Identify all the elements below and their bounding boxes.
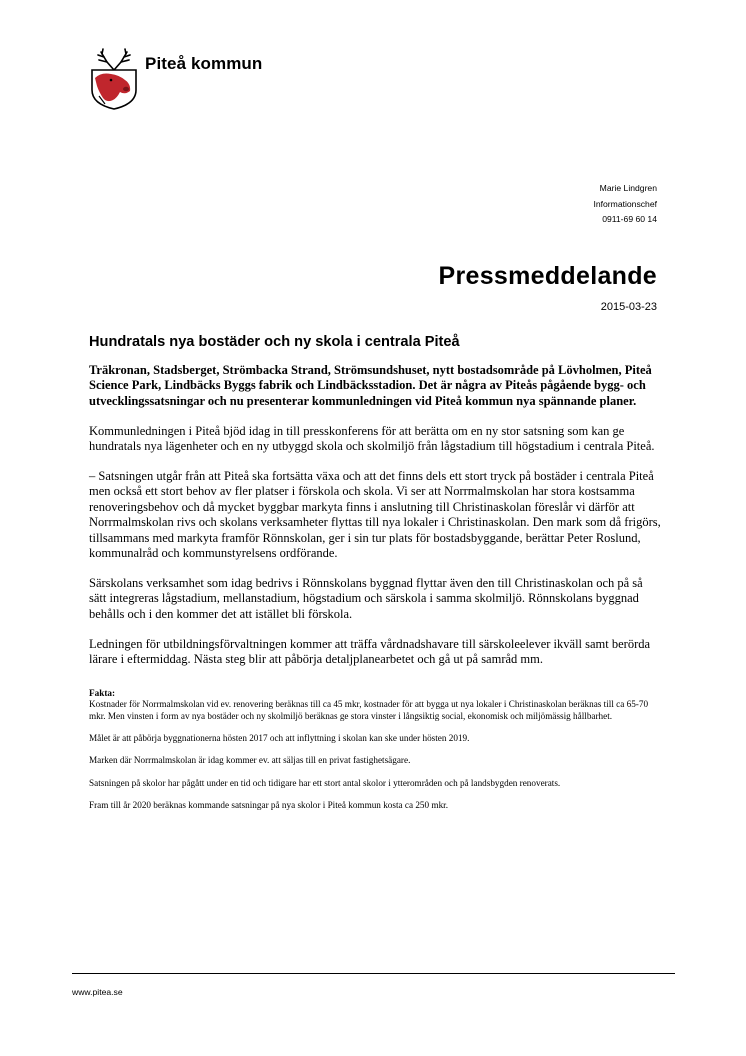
body-paragraph: Särskolans verksamhet som idag bedrivs i Rönnskolans byggnad flyttar även den till Christinaskolan och på så sätt integreras lågstadium, mellanstadium, högstadium och särskola i samma skolmiljö. Rönnskolans byggnad behålls och i den kommer det att istället bli förskola.: [89, 575, 643, 621]
fakta-item: Kostnader för Norrmalmskolan vid ev. renovering beräknas till ca 45 mkr, kostnader för att bygga ut nya lokaler i Christinaskolan beräknas till ca 65-70 mkr. Men vinsten i form av nya bostäder och ny skolmiljö beräknas ge stora vinster i långsiktig social, ekonomisk och miljömässig hållbarhet.: [89, 699, 649, 721]
fakta-item: Satsningen på skolor har pågått under en tid och tidigare har ett stort antal skolor i ytterområden och på landsbygden renoverats.: [89, 777, 561, 788]
fakta-section: [89, 688, 661, 812]
fakta-item: Marken där Norrmalmskolan är idag kommer ev. att säljas till en privat fastighetsägare.: [89, 755, 411, 766]
fakta-item: Målet är att påbörja byggnationerna hösten 2017 och att inflyttning i skolan kan ske under hösten 2019.: [89, 733, 470, 744]
document-date: 2015-03-23: [600, 301, 657, 313]
footer-url: www.pitea.se: [72, 987, 123, 997]
document-type-title: Pressmeddelande: [438, 262, 657, 290]
press-release-body: [89, 363, 661, 823]
reindeer-coat-of-arms-icon: [89, 48, 139, 110]
lead-paragraph: Träkronan, Stadsberget, Strömbacka Strand, Strömsundshuset, nytt bostadsområde på Lövholmen, Piteå Science Park, Lindbäcks Byggs fabrik och Lindbäcksstadion. Det är några av Piteås pågående bygg- och utvecklingssatsningar och nu presenterar kommunledningen vid Piteå kommun nya spännande planer.: [89, 363, 652, 408]
body-paragraph: Kommunledningen i Piteå bjöd idag in till presskonferens för att berätta om en ny stor satsning som kan ge hundratals nya lägenheter och en ny utbyggd skola och skolmiljö från lågstadium till högstadium i centrala Piteå.: [89, 423, 655, 454]
headline: Hundratals nya bostäder och ny skola i centrala Piteå: [89, 334, 460, 350]
contact-block: [593, 181, 657, 228]
contact-phone: 0911-69 60 14: [602, 214, 657, 224]
contact-name: Marie Lindgren: [599, 183, 657, 193]
fakta-title: Fakta:: [89, 687, 116, 698]
org-name: Piteå kommun: [145, 54, 263, 73]
body-paragraph: Ledningen för utbildningsförvaltningen kommer att träffa vårdnadshavare till särskoleelever ikväll samt berörda lärare i eftermiddag. Nästa steg blir att påbörja detaljplanearbetet och gå ut på samråd mm.: [89, 636, 651, 667]
contact-role: Informationschef: [593, 198, 657, 209]
footer-divider: [72, 973, 675, 974]
fakta-item: Fram till år 2020 beräknas kommande satsningar på nya skolor i Piteå kommun kosta ca 250 mkr.: [89, 800, 449, 811]
body-paragraph: – Satsningen utgår från att Piteå ska fortsätta växa och att det finns dels ett stort tryck på bostäder i centrala Piteå men också ett stort behov av fler platser i förskola och skola. Vi ser att Norrmalmskolan har stora kostsamma renoveringsbehov och då mycket byggbar markyta finns i anslutning till Christinaskolan föreslår vi därför att Norrmalmskolan rivs och skolans verksamheter flyttas till nya lokaler i Christinaskolan. Den mark som då frigörs, tillsammans med markyta framför Rönnskolan, ger i sin tur plats för bostadsbyggande, berättar Peter Roslund, kommunalråd och kommunstyrelsens ordförande.: [89, 469, 661, 561]
